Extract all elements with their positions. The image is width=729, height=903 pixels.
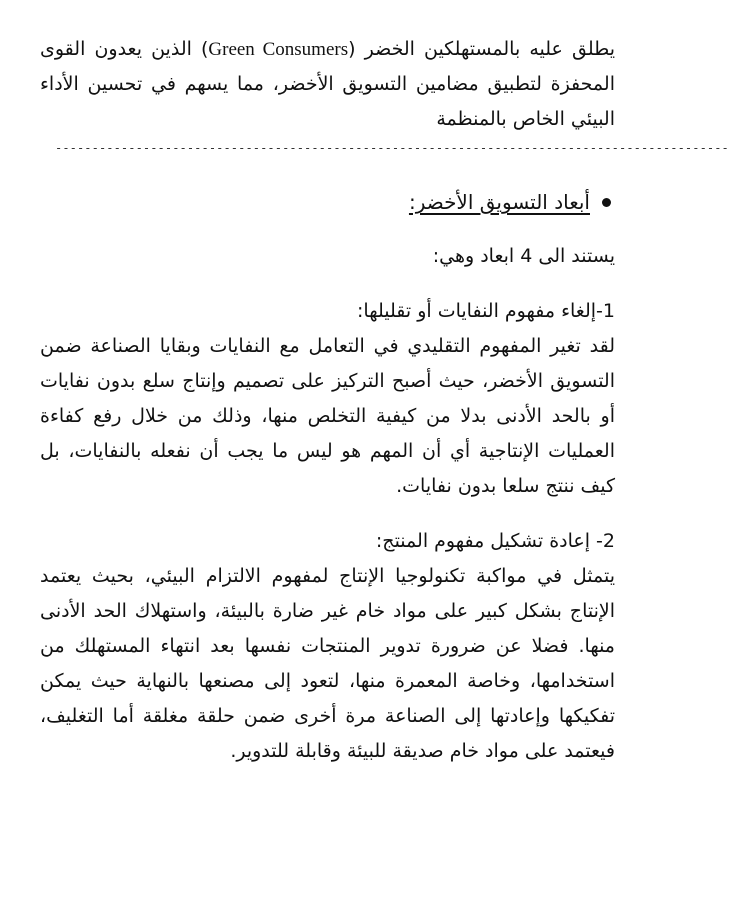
bullet-icon xyxy=(602,198,611,207)
dimension-2-body: يتمثل في مواكبة تكنولوجيا الإنتاج لمفهوم الالتزام البيئي، بحيث يعتمد الإنتاج بشكل كبير على مواد خام غير ضارة بالبيئة، واستهلاك الحد الأدنى منها. فضلا عن ضرورة تدوير المنتجات نفسها بعد انتهاء المستهلك من استخدامها، وخاصة المعمرة منها، لتعود إلى مصنعها بالنهاية حيث يمكن تفكيكها وإعادتها إلى الصناعة مرة أخرى ضمن حلقة مغلقة أما التغليف، فيعتمد على مواد خام صديقة للبيئة وقابلة للتدوير. xyxy=(40,565,615,762)
section-lead: يستند الى 4 ابعاد وهي: xyxy=(432,245,615,267)
dimension-2-title: 2- إعادة تشكيل مفهوم المنتج: xyxy=(375,530,615,552)
section-heading xyxy=(40,187,615,217)
dimension-1-body: لقد تغير المفهوم التقليدي في التعامل مع النفايات وبقايا الصناعة ضمن التسويق الأخضر، حيث أصبح التركيز على تصميم وإنتاج سلع بدون نفايات أو بالحد الأدنى بدلا من كيفية التخلص منها، وذلك من خلال رفع كفاءة العمليات الإنتاجية أي أن المهم هو ليس ما يجب أن نفعله بالنفايات، بل كيف ننتج سلعا بدون نفايات. xyxy=(40,335,615,497)
intro-prefix: يطلق عليه بالمستهلكين الخضر ( xyxy=(348,38,615,60)
document-page xyxy=(40,32,729,769)
intro-suffix: ) الذين يعدون القوى المحفزة لتطبيق مضامين التسويق الأخضر، مما يسهم في تحسين الأداء البيئي الخاص بالمنظمة xyxy=(40,38,615,130)
intro-paragraph xyxy=(40,32,615,137)
green-consumers-term: Green Consumers xyxy=(208,39,349,60)
section-heading-text: أبعاد التسويق الأخضر: xyxy=(408,190,590,214)
dashed-divider: -------------------------------------------------------------------------------------------- xyxy=(55,141,729,155)
dimension-1-title: 1-إلغاء مفهوم النفايات أو تقليلها: xyxy=(357,300,615,322)
